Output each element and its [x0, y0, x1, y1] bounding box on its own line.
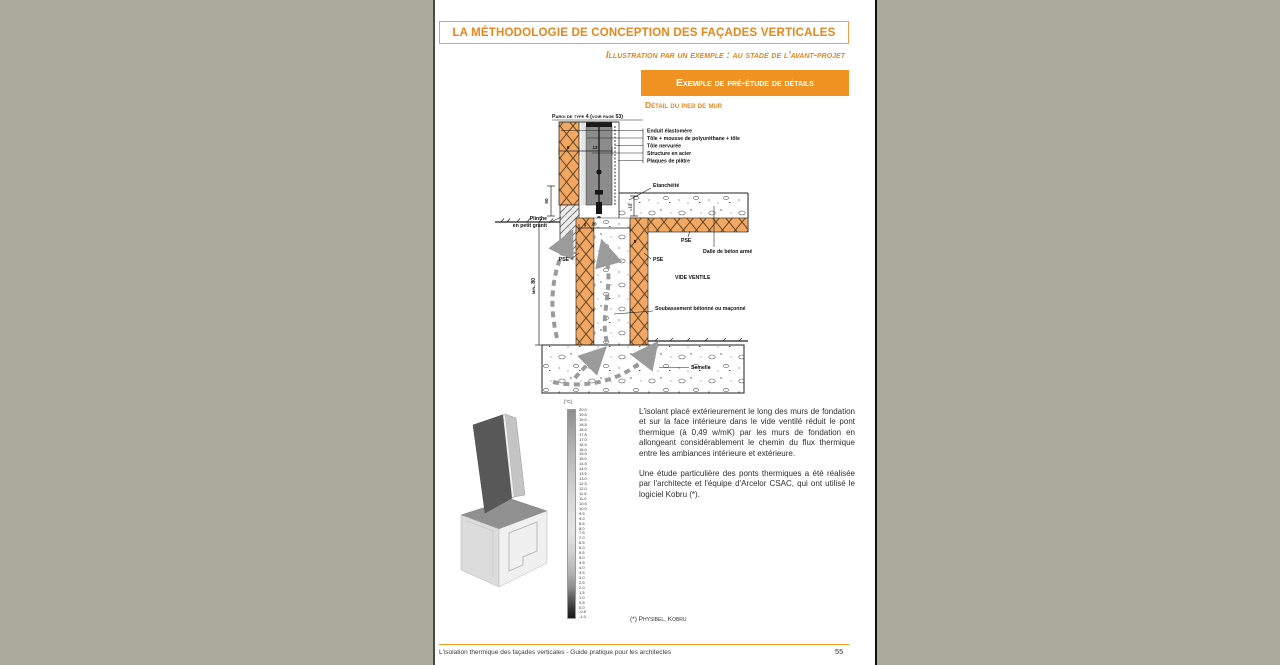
- dim-13: 13: [592, 145, 598, 150]
- layer-label-tole-mousse: Tôle + mousse de polyuréthane + tôle: [647, 136, 740, 142]
- scale-value: 1.0: [579, 594, 585, 600]
- scale-value: 3.5: [579, 569, 585, 575]
- etancheite-label: Etanchéité: [653, 183, 680, 189]
- scale-value: 13.0: [579, 476, 587, 482]
- layer-label-tole-nervuree: Tôle nervurée: [647, 143, 682, 150]
- scale-value: 18.5: [579, 421, 587, 427]
- body-text-block: [639, 407, 855, 510]
- page-number: 55: [835, 647, 844, 656]
- layer-label-enduit: Enduit élastomère: [647, 128, 692, 135]
- scale-value: 9.5: [579, 510, 585, 516]
- document-page: [433, 0, 877, 665]
- pse-label-left: PSE: [558, 257, 569, 263]
- layer-label-platre: Plaques de plâtre: [647, 158, 690, 165]
- dim-6: 6: [566, 145, 570, 150]
- plinthe-label-1: Plinthe: [529, 216, 547, 222]
- scale-value: 10.5: [579, 500, 587, 506]
- scale-value: 4.0: [579, 565, 585, 570]
- scale-value: 17.5: [579, 431, 587, 437]
- layer-label-structure: Structure en acier: [647, 151, 692, 157]
- scale-value: 1.5: [579, 589, 585, 595]
- scale-value: 8.0: [579, 525, 585, 531]
- scale-value: 15.5: [579, 451, 587, 457]
- scale-value: 0.0: [579, 604, 585, 610]
- scale-value: 2.0: [579, 584, 585, 590]
- scale-value: 15.0: [579, 456, 587, 462]
- scale-value: 0.5: [579, 599, 585, 605]
- scale-value: 8.5: [579, 520, 585, 526]
- thermal-model-figure: [453, 405, 558, 600]
- dim-5-right: 5: [633, 239, 637, 244]
- pse-label-slab: PSE: [681, 238, 692, 244]
- scale-value: 11.0: [579, 495, 587, 501]
- page-title: LA MÉTHODOLOGIE DE CONCEPTION DES FAÇADES VERTICALES: [439, 21, 849, 44]
- scale-value: 7.5: [579, 530, 585, 536]
- plinthe-label-2: en petit granit: [512, 223, 547, 229]
- scale-value: 5.0: [579, 555, 585, 561]
- scale-value: 5.5: [579, 550, 585, 556]
- scale-value: -0.5: [579, 609, 586, 615]
- scale-value: 6.5: [579, 540, 585, 546]
- page-subtitle: Illustration par un exemple : au stade de l'avant-projet: [605, 50, 845, 61]
- scale-value: -1.0: [579, 614, 586, 620]
- scale-value: 2.5: [579, 579, 585, 585]
- dim-12: 12: [627, 203, 633, 209]
- scale-value: 9.0: [579, 515, 585, 521]
- semelle-label: Semelle: [691, 365, 711, 371]
- scale-value: 12.0: [579, 486, 587, 491]
- pse-label-right: PSE: [653, 257, 664, 263]
- temperature-scale-values: [579, 408, 601, 620]
- scale-value: 16.5: [579, 441, 587, 447]
- dim-20: 20: [591, 221, 597, 227]
- scale-value: 3.0: [579, 574, 585, 580]
- scale-value: 20.0: [579, 407, 587, 412]
- footer-rule: [439, 644, 849, 645]
- soubassement-label: Soubassement bétonné ou maçonné: [655, 306, 746, 312]
- scale-value: 19.5: [579, 411, 587, 417]
- scale-unit-label: [°C]: [564, 399, 572, 404]
- paragraph-isolant: L'isolant placé extérieurement le long des murs de fondation et sur la face intérieure dans le vide ventilé réduit le pont thermique (à 0,49 w/mK) par les murs de fondation en allongeant considérablement le chemin du flux thermique entre les ambiances intérieure et extérieure.: [639, 407, 855, 458]
- detail-heading: Détail du pied de mur: [645, 100, 723, 110]
- dim-5-left: 5: [583, 222, 587, 228]
- scale-value: 7.0: [579, 535, 585, 541]
- scale-value: 17.0: [579, 436, 587, 442]
- vide-ventile-label: VIDE VENTILE: [675, 275, 711, 281]
- scale-value: 10.0: [579, 505, 587, 511]
- footer-text: L'isolation thermique des façades verticales - Guide pratique pour les architectes: [439, 649, 672, 656]
- scale-value: 18.0: [579, 426, 587, 432]
- paroi-type-label: Paroi de type 4 (voir page 53): [552, 114, 624, 120]
- paragraph-etude: Une étude particulière des ponts thermiques a été réalisée par l'architecte et l'équipe d'Arcelor CSAC, qui ont utilisé le logiciel Kobru (*).: [639, 469, 855, 499]
- dim-min80: min. 80: [531, 278, 537, 294]
- footnote: (*) Physibel, Kobru: [630, 616, 687, 623]
- scale-value: 14.5: [579, 461, 587, 467]
- scale-value: 11.5: [579, 490, 587, 496]
- scale-value: 4.5: [579, 560, 585, 566]
- scale-value: 13.5: [579, 471, 587, 477]
- scale-value: 6.0: [579, 545, 585, 551]
- dalle-label: Dalle de béton armé: [703, 249, 753, 255]
- scale-value: 16.0: [579, 446, 587, 452]
- scale-value: 19.0: [579, 416, 587, 422]
- wall-foot-detail-drawing: [495, 110, 867, 404]
- section-heading-box: Exemple de pré-étude de détails: [641, 70, 849, 96]
- temperature-scale-bar: [567, 409, 576, 619]
- scale-value: 14.0: [579, 466, 587, 472]
- dim-50: 50: [544, 198, 549, 204]
- scale-value: 12.5: [579, 481, 587, 487]
